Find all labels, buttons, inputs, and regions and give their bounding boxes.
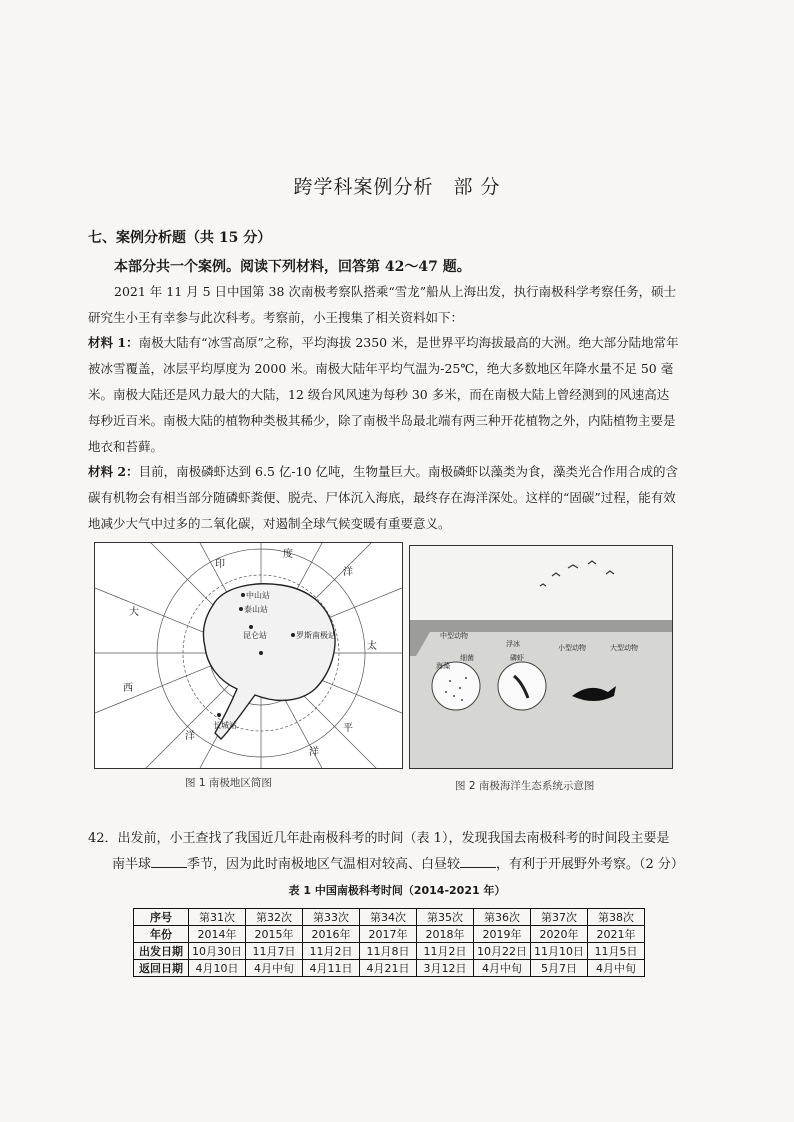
answer-blank[interactable] <box>460 854 496 868</box>
ocean-label: 大 <box>129 607 139 618</box>
section-intro: 本部分共一个案例。阅读下列材料，回答第 42～47 题。 <box>114 259 471 275</box>
ocean-label: 洋 <box>309 747 319 758</box>
station-zhongshan: 中山站 <box>246 591 270 600</box>
figure-2-caption: 图 2 南极海洋生态系统示意图 <box>455 780 595 792</box>
question-42-line1: 42．出发前，小王查找了我国近几年赴南极科考的时间（表 1），发现我国去南极科考的时间段主要是 <box>88 831 670 846</box>
ocean-label: 度 <box>283 549 293 560</box>
ocean-label: 洋 <box>343 567 353 578</box>
figure-1-caption: 图 1 南极地区简图 <box>185 777 272 789</box>
antarctica-landmass <box>203 584 335 739</box>
material-2-label: 材料 2： <box>88 464 139 479</box>
station-changcheng: 长城站 <box>213 721 237 730</box>
station-kunlun: 昆仑站 <box>243 631 267 640</box>
antarctica-map <box>94 542 403 769</box>
ocean-label: 印 <box>215 559 225 570</box>
station-ross: 罗斯南极站 <box>296 631 336 640</box>
svg-text:大型动物: 大型动物 <box>610 644 638 652</box>
svg-text:磷虾: 磷虾 <box>510 654 524 662</box>
table-caption: 表 1 中国南极科考时间（2014-2021 年） <box>288 884 506 897</box>
material-1-text: 南极大陆有“冰雪高原”之称，平均海拔 2350 米，是世界平均海拔最高的大洲。绝大部分陆地常年被冰雪覆盖，冰层平均厚度为 2000 米。南极大陆年平均气温为-25℃，绝大多数地区年降水量不足 50 毫米。南极大陆还是风力最大的大陆，12 级台风风速为每秒 30 多米，而在南极大陆上曾经测到的风速高达每秒近百米。南极大陆的植物种类极其稀少，除了南极半岛最北端有两三种开花植物之外，内陆植物主要是地衣和苔藓。 <box>88 335 679 454</box>
station-taishan: 泰山站 <box>244 605 268 614</box>
ocean-label: 洋 <box>185 731 195 742</box>
material-2-text: 目前，南极磷虾达到 6.5 亿-10 亿吨，生物量巨大。南极磷虾以藻类为食，藻类光合作用合成的含碳有机物会有相当部分随磷虾粪便、脱壳、尸体沉入海底，最终存在海洋深处。这样的“固碳”过程，能有效地减少大气中过多的二氧化碳，对遏制全球气候变暖有重要意义。 <box>88 464 678 531</box>
svg-text:中型动物: 中型动物 <box>440 632 468 640</box>
svg-text:海藻: 海藻 <box>436 662 450 670</box>
question-42-line2: 南半球 季节，因为此时南极地区气温相对较高、白昼较 ，有利于开展野外考察。（2 分） <box>88 852 688 878</box>
ecosystem-diagram <box>409 545 673 769</box>
ocean-label: 西 <box>123 683 133 694</box>
table-row: 序号 第31次 第32次 第33次 第34次 第35次 第36次 第37次 第38次 <box>134 909 645 926</box>
ocean-label: 太 <box>367 641 377 652</box>
table-row: 年份 2014年 2015年 2016年 2017年 2018年 2019年 2020年 2021年 <box>134 926 645 943</box>
expedition-table <box>133 908 645 977</box>
section-heading: 七、案例分析题（共 15 分） <box>88 230 272 246</box>
answer-blank[interactable] <box>151 854 187 868</box>
question-42 <box>88 826 688 878</box>
table-row: 返回日期 4月10日 4月中旬 4月11日 4月21日 3月12日 4月中旬 5月7日 4月中旬 <box>134 960 645 977</box>
svg-text:细菌: 细菌 <box>460 654 474 662</box>
page-title: 跨学科案例分析 部 分 <box>293 176 501 198</box>
paragraph-intro: 2021 年 11 月 5 日中国第 38 次南极考察队搭乘“雪龙”船从上海出发，执行南极科学考察任务，硕士研究生小王有幸参与此次科考。考察前，小王搜集了相关资料如下： <box>88 284 677 325</box>
svg-text:小型动物: 小型动物 <box>558 644 586 652</box>
table-row: 出发日期 10月30日 11月7日 11月2日 11月8日 11月2日 10月22日 11月10日 11月5日 <box>134 943 645 960</box>
material-1-label: 材料 1： <box>88 335 139 350</box>
material-1 <box>88 330 680 460</box>
ocean-label: 平 <box>343 723 353 734</box>
material-2 <box>88 459 680 537</box>
svg-text:浮冰: 浮冰 <box>506 640 520 648</box>
